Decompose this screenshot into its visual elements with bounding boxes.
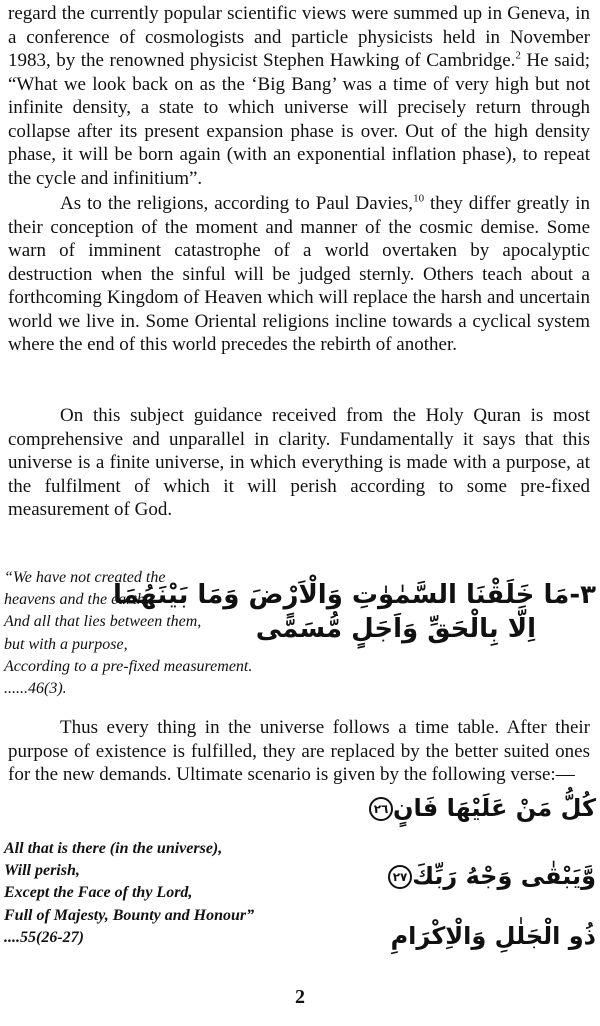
quote-line: And all that lies between them, bbox=[4, 613, 202, 631]
quote-line: All that is there (in the universe), bbox=[4, 840, 223, 857]
verse-number-badge: ٢٦ bbox=[369, 797, 393, 821]
arabic-verse-line: ۳-مَا خَلَقْنَا السَّمٰوٰتِ وَالْاَرْضَ وَمَا بَيْنَهُمَا bbox=[113, 580, 596, 610]
paragraph-religions bbox=[8, 192, 590, 357]
footnote-ref: 2 bbox=[515, 49, 521, 62]
paragraph-text: As to the religions, according to Paul Davies, bbox=[60, 193, 414, 214]
quote-line: “We have not created the bbox=[4, 569, 166, 586]
quote-line: Except the Face of thy Lord, bbox=[4, 884, 193, 902]
quote-line: but with a purpose, bbox=[4, 635, 128, 653]
paragraph-time-table: Thus every thing in the universe follows a time table. After their purpose of existence is fulfilled, they are replaced by the better suited ones for the new demands. Ultimate scenario is given by the following verse:— bbox=[8, 717, 590, 785]
arabic-verse-line: اِلَّا بِالْحَقِّ وَاَجَلٍ مُّسَمًّى bbox=[255, 614, 536, 644]
quote-line: Full of Majesty, Bounty and Honour” bbox=[4, 906, 255, 924]
paragraph-text: He said; “What we look back on as the ‘Big Bang’ was a time of very high but not infinite density, a state to which universe will precisely return through collapse after its present expansion phase is over. Out of the high density phase, it will be born again (with an exponential inflation phase), to repeat the cycle and infinitium”. bbox=[8, 50, 590, 189]
arabic-text: كُلُّ مَنْ عَلَيْهَا فَانٍ bbox=[393, 794, 596, 822]
arabic-text: وَّيَبْقٰى وَجْهُ رَبِّكَ bbox=[412, 862, 596, 890]
arabic-verse-line bbox=[360, 860, 596, 892]
quote-reference: ......46(3). bbox=[4, 680, 67, 698]
verse-number-badge: ٢٧ bbox=[388, 865, 412, 889]
paragraph-text: they differ greatly in their conception of the moment and manner of the cosmic demise. Some warn of imminent catastrophe of a world overtaken by apocalyptic destruction when the sinful will be judged sternly. Others teach about a forthcoming Kingdom of Heaven which will replace the harsh and uncertain world we live in. Some Oriental religions incline towards a cyclical system where the end of this world precedes the rebirth of another. bbox=[8, 193, 591, 355]
page-number: 2 bbox=[295, 986, 305, 1008]
quote-line: heavens and the earth, bbox=[4, 591, 149, 609]
paragraph-hawking-quote bbox=[8, 2, 590, 190]
paragraph-quran-guidance: On this subject guidance received from the Holy Quran is most comprehensive and unparallel in clarity. Fundamentally it says that this universe is a finite universe, in which everything is made with a purpose, at the fulfilment of which it will perish according to some pre-fixed measurement of God. bbox=[8, 405, 590, 520]
footnote-ref: 10 bbox=[413, 192, 425, 205]
quote-line: Will perish, bbox=[4, 862, 80, 880]
arabic-verse-line bbox=[360, 792, 596, 824]
paragraph-text: regard the currently popular scientific views were summed up in Geneva, in a conference of cosmologists and particle physicists held in November 1983, by the renowned physicist Stephen Hawking of Cambridge. bbox=[8, 3, 590, 71]
quote-55-26-27 bbox=[4, 838, 324, 949]
quote-line: According to a pre-fixed measurement. bbox=[4, 657, 253, 675]
arabic-verse-line: ذُو الْجَلٰلِ وَالْاِكْرَامِ bbox=[390, 922, 596, 950]
quote-reference: ....55(26-27) bbox=[4, 928, 84, 946]
